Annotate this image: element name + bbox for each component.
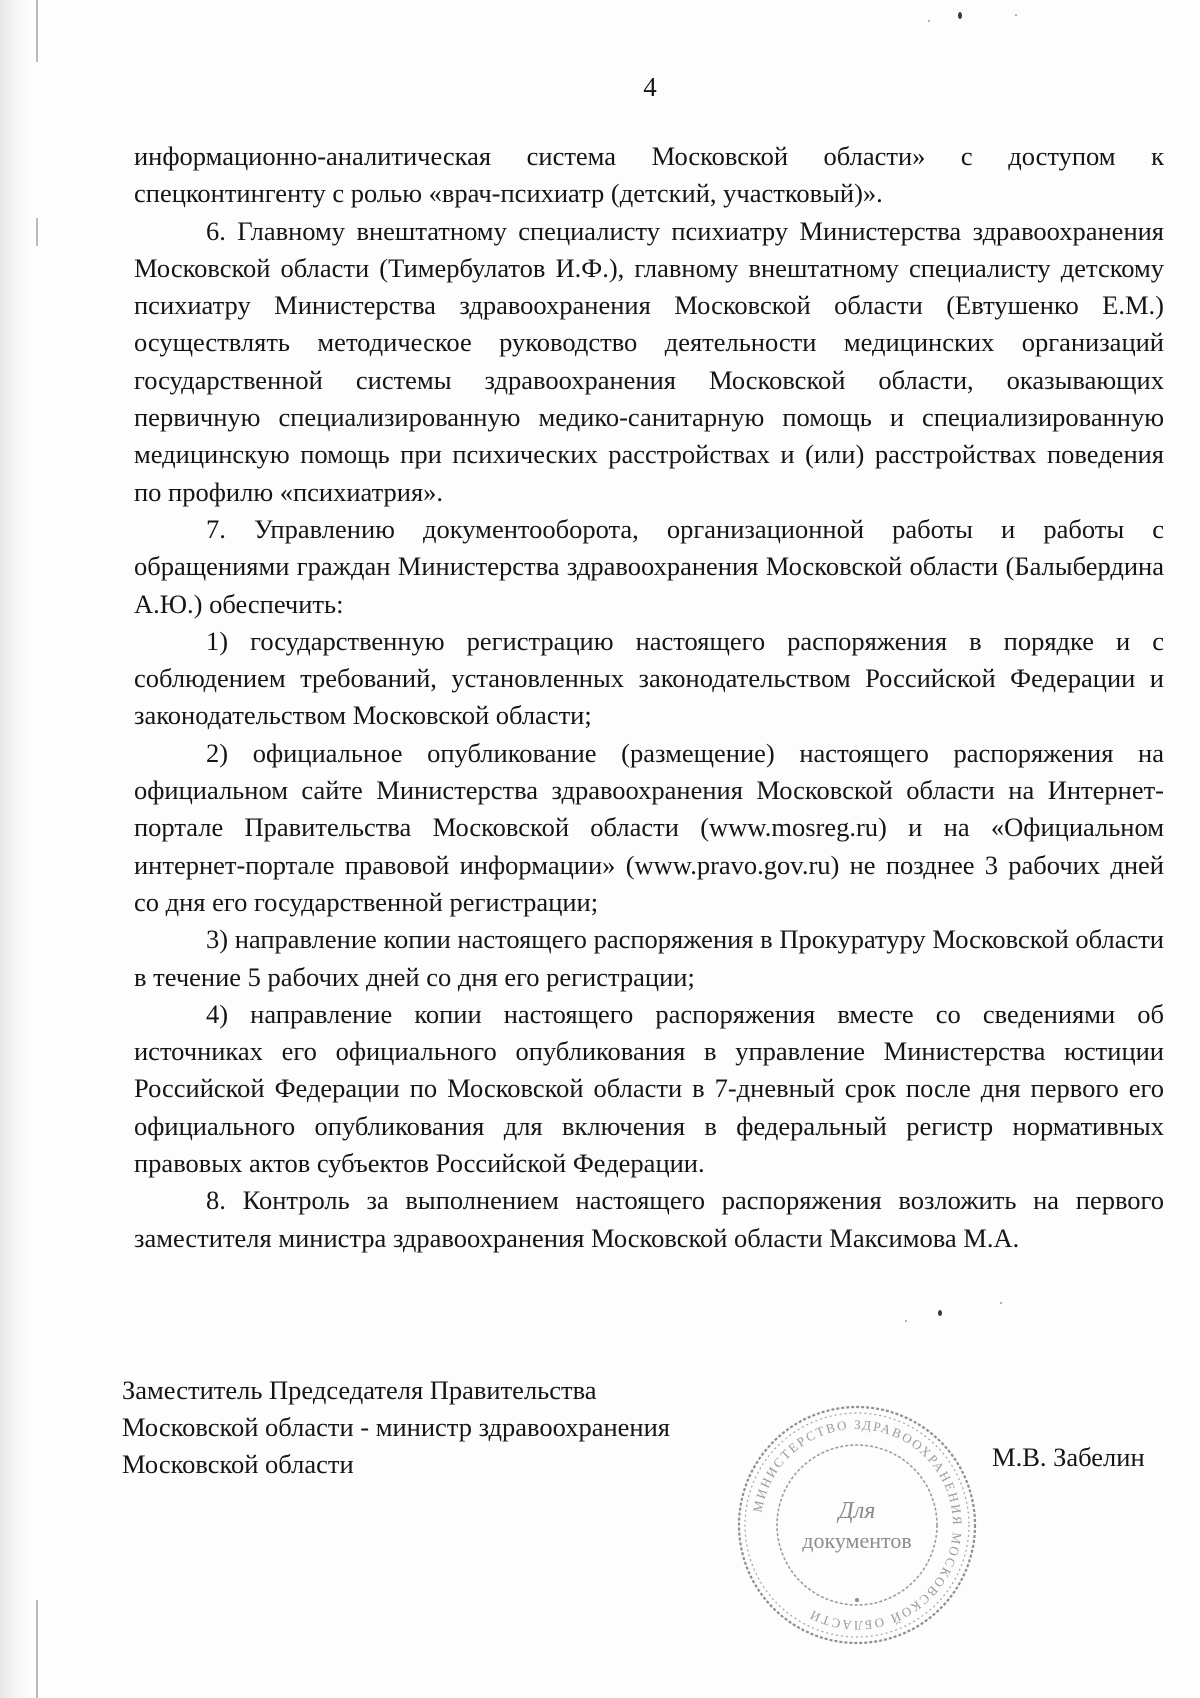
signatory-name: М.В. Забелин bbox=[992, 1442, 1145, 1472]
scan-speck bbox=[938, 1310, 942, 1316]
scan-speck bbox=[1000, 1302, 1002, 1304]
stamp-outer-ring bbox=[745, 1413, 969, 1637]
signatory-title-line: Московской области - министр здравоохранения bbox=[122, 1412, 670, 1442]
stamp-inner-ring bbox=[777, 1445, 937, 1605]
signatory-title-line: Московской области bbox=[122, 1449, 354, 1479]
body-paragraph: 4) направление копии настоящего распоряжения вместе со сведениями об источниках его официального опубликования в управление Министерства юстиции Российской Федерации по Московской области в 7-дневный срок после дня первого его официального опубликования для включения в федеральный регистр нормативных правовых актов субъектов Российской Федерации. bbox=[134, 998, 1164, 1179]
body-paragraph: 3) направление копии настоящего распоряжения в Прокуратуру Московской области в течение 5 рабочих дней со дня его регистрации; bbox=[134, 924, 1164, 992]
body-paragraph: 8. Контроль за выполнением настоящего распоряжения возложить на первого заместителя министра здравоохранения Московской области Максимова М.А. bbox=[134, 1185, 1164, 1253]
page-number: 4 bbox=[643, 72, 657, 102]
signatory-title-line: Заместитель Председателя Правительства bbox=[122, 1375, 597, 1405]
scan-speck bbox=[958, 12, 962, 19]
stamp-ring-text: МИНИСТЕРСТВО ЗДРАВООХРАНЕНИЯ МОСКОВСКОЙ ОБЛАСТИ bbox=[749, 1416, 966, 1634]
scan-left-edge-shadow bbox=[0, 0, 34, 1698]
stamp-dot bbox=[855, 1598, 859, 1602]
body-paragraph: 2) официальное опубликование (размещение) настоящего распоряжения на официальном сайте Министерства здравоохранения Московской области на Интернет-портале Правительства Московской области (www.mosreg.ru) и на «Официальном интернет-портале правовой информации» (www.pravo.gov.ru) не позднее 3 рабочих дней со дня его государственной регистрации; bbox=[134, 737, 1164, 917]
stamp-center-text: Для bbox=[838, 1498, 876, 1524]
scan-edge-mark bbox=[36, 218, 38, 246]
scan-edge-mark bbox=[36, 0, 38, 62]
stamp-outer-ring bbox=[739, 1407, 975, 1643]
document-body bbox=[134, 138, 1164, 1257]
body-paragraph: 7. Управлению документооборота, организационной работы и работы с обращениями граждан Министерства здравоохранения Московской области (Балыбердина А.Ю.) обеспечить: bbox=[134, 513, 1164, 619]
scan-speck bbox=[1015, 14, 1017, 16]
stamp-center-text: документов bbox=[802, 1528, 912, 1553]
signatory-title-block bbox=[122, 1372, 670, 1483]
body-paragraph: 1) государственную регистрацию настоящего распоряжения в порядке и с соблюдением требований, установленных законодательством Российской Федерации и законодательством Московской области; bbox=[134, 625, 1164, 731]
scan-speck bbox=[928, 20, 930, 22]
body-paragraph: 6. Главному внештатному специалисту психиатру Министерства здравоохранения Московской области (Тимербулатов И.Ф.), главному внештатному специалисту детскому психиатру Министерства здравоохранения Московской области (Евтушенко Е.М.) осуществлять методическое руководство деятельности медицинских организаций государственной системы здравоохранения Московской области, оказывающих первичную специализированную медико-санитарную помощь и специализированную медицинскую помощь при психических расстройствах и (или) расстройствах поведения по профилю «психиатрия». bbox=[134, 215, 1164, 507]
body-paragraph: информационно-аналитическая система Московской области» с доступом к спецконтингенту с ролью «врач-психиатр (детский, участковый)». bbox=[134, 141, 1164, 209]
scan-speck bbox=[905, 1320, 907, 1322]
scan-edge-mark bbox=[36, 1600, 38, 1698]
official-stamp bbox=[732, 1400, 982, 1650]
